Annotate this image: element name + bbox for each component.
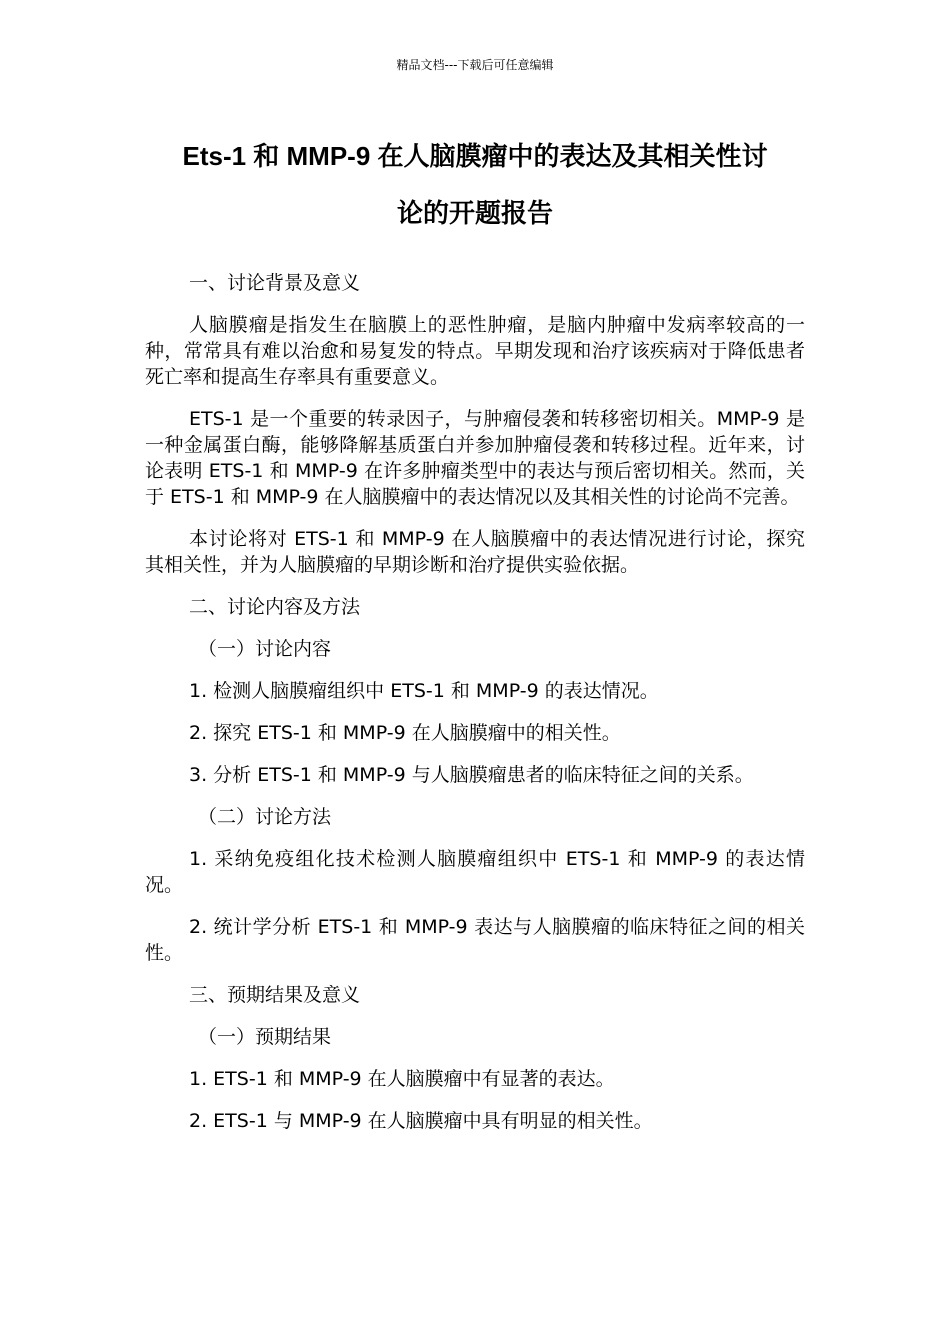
document-body	[145, 270, 805, 1150]
section-1-paragraph-2: ETS-1 是一个重要的转录因子，与肿瘤侵袭和转移密切相关。MMP-9 是一种金属蛋白酶，能够降解基质蛋白并参加肿瘤侵袭和转移过程。近年来，讨论表明 ETS-1 和 MMP-9 在许多肿瘤类型中的表达与预后密切相关。然而，关于 ETS-1 和 MMP-9 在人脑膜瘤中的表达情况以及其相关性的讨论尚不完善。	[145, 408, 805, 508]
section-1-paragraph-3: 本讨论将对 ETS-1 和 MMP-9 在人脑膜瘤中的表达情况进行讨论，探究其相关性，并为人脑膜瘤的早期诊断和治疗提供实验依据。	[145, 528, 805, 576]
section-2-subheading-content: （一）讨论内容	[198, 638, 332, 660]
content-item-1: 1. 检测人脑膜瘤组织中 ETS-1 和 MMP-9 的表达情况。	[189, 680, 659, 702]
section-1-heading: 一、讨论背景及意义	[189, 272, 361, 294]
section-3-subheading-results: （一）预期结果	[198, 1026, 332, 1048]
header-note: 精品文档---下载后可任意编辑	[396, 58, 554, 72]
document-title-line-2: 论的开题报告	[396, 198, 553, 228]
section-1-paragraph-1: 人脑膜瘤是指发生在脑膜上的恶性肿瘤，是脑内肿瘤中发病率较高的一种，常常具有难以治愈和易复发的特点。早期发现和治疗该疾病对于降低患者死亡率和提高生存率具有重要意义。	[145, 314, 805, 388]
result-item-1: 1. ETS-1 和 MMP-9 在人脑膜瘤中有显著的表达。	[189, 1068, 615, 1090]
method-item-1: 1. 采纳免疫组化技术检测人脑膜瘤组织中 ETS-1 和 MMP-9 的表达情况。	[145, 848, 805, 896]
section-2-heading: 二、讨论内容及方法	[189, 596, 361, 618]
content-item-2: 2. 探究 ETS-1 和 MMP-9 在人脑膜瘤中的相关性。	[189, 722, 621, 744]
method-item-2: 2. 统计学分析 ETS-1 和 MMP-9 表达与人脑膜瘤的临床特征之间的相关性。	[145, 916, 805, 964]
content-item-3: 3. 分析 ETS-1 和 MMP-9 与人脑膜瘤患者的临床特征之间的关系。	[189, 764, 754, 786]
result-item-2: 2. ETS-1 与 MMP-9 在人脑膜瘤中具有明显的相关性。	[189, 1110, 653, 1132]
document-title-line-1: Ets-1 和 MMP-9 在人脑膜瘤中的表达及其相关性讨	[182, 141, 768, 171]
section-2-subheading-methods: （二）讨论方法	[198, 806, 332, 828]
section-3-heading: 三、预期结果及意义	[189, 984, 361, 1006]
